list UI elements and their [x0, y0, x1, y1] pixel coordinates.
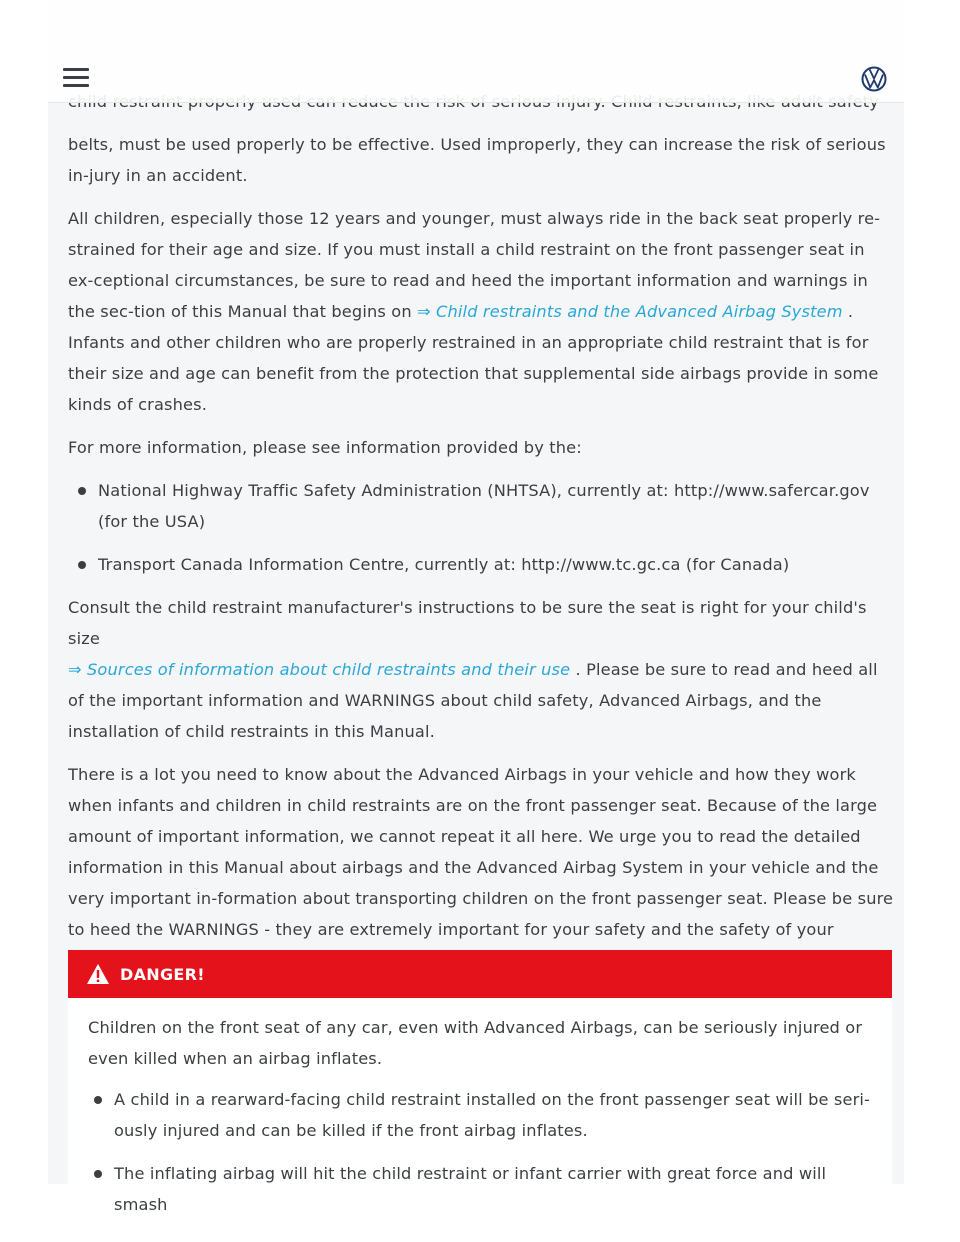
paragraph-manufacturer-instructions [68, 592, 894, 747]
hamburger-menu-icon[interactable] [63, 68, 89, 88]
danger-title: DANGER! [120, 964, 205, 984]
manual-page [48, 0, 904, 1214]
paragraph-child-restraint-use: belts, must be used properly to be effective. Used improperly, they can increase the risk of serious in-jury in an accident. [68, 135, 886, 185]
link-sources-of-information[interactable]: ⇒ Sources of information about child restraints and their use [68, 660, 571, 679]
paragraph-text: Consult the child restraint manufacturer's instructions to be sure the seat is right for your child's size [68, 598, 867, 648]
list-item: National Highway Traffic Safety Administration (NHTSA), currently at: http://www.safercar.gov (for the USA) [98, 475, 894, 537]
danger-warning-box [68, 950, 892, 1214]
list-item: Transport Canada Information Centre, currently at: http://www.tc.gc.ca (for Canada) [98, 549, 894, 580]
danger-header [68, 950, 892, 998]
manual-content [68, 86, 894, 988]
list-item: A child in a rearward-facing child restraint installed on the front passenger seat will be seri-ously injured and can be killed if the front airbag inflates. [114, 1084, 872, 1146]
paragraph-advanced-airbags: There is a lot you need to know about the Advanced Airbags in your vehicle and how they work when infants and children in child restraints are on the front passenger seat. Because of the large amount of important information, we cannot repeat it all here. We urge you to read the detailed information in this Manual about airbags and the Advanced Airbag System in your vehicle and the very important in-formation about transporting children on the front passenger seat. Please be sure to heed the WARNINGS - they are extremely important for your safety and the safety of your [68, 765, 894, 939]
paragraph-more-info: For more information, please see information provided by the: [68, 438, 582, 457]
list-item: The inflating airbag will hit the child restraint or infant carrier with great force and will smash [114, 1158, 872, 1220]
danger-body [68, 998, 892, 1220]
danger-list [88, 1084, 872, 1220]
paragraph-back-seat [68, 203, 894, 420]
paragraph-text: All children, especially those 12 years and younger, must always ride in the back seat properly re-strained for their age and size. If you must install a child restraint on the front passenger seat in ex-ceptional circumstances, be sure to read and heed the important information and warnings in the sec-tion of this Manual that begins on [68, 209, 881, 321]
danger-intro: Children on the front seat of any car, even with Advanced Airbags, can be seriously injured or even killed when an airbag inflates. [88, 1018, 863, 1068]
paragraph-text: . Infants and other children who are properly restrained in an appropriate child restraint that is for their size and age can benefit from the protection that supplemental side airbags provide in some kinds of crashes. [68, 302, 879, 414]
warning-triangle-icon [86, 963, 110, 985]
vw-logo-icon[interactable] [861, 66, 887, 92]
paragraph-text: . Please be sure to read and heed all of the important information and WARNINGS about child safety, Advanced Airbags, and the installation of child restraints in this Manual. [68, 660, 878, 741]
top-navigation-bar [48, 0, 904, 103]
info-source-list [68, 475, 894, 580]
link-child-restraints-airbag-system[interactable]: ⇒ Child restraints and the Advanced Airbag System [417, 302, 843, 321]
